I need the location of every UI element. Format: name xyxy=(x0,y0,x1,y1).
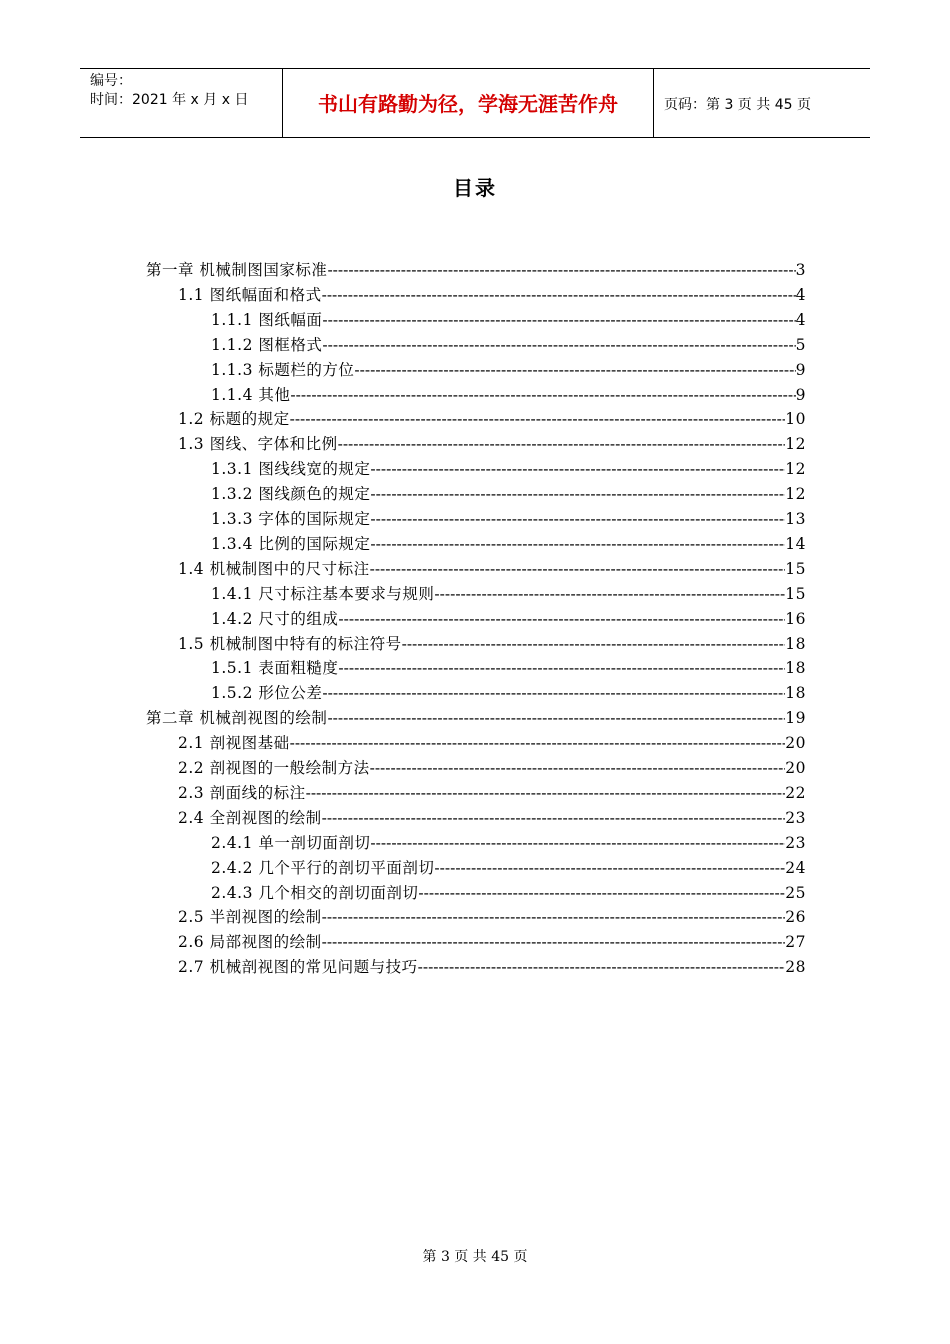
toc-entry-page: 28 xyxy=(785,958,806,977)
toc-leader xyxy=(338,433,786,455)
toc-entry-page: 10 xyxy=(785,410,806,429)
toc-entry[interactable] xyxy=(211,657,806,679)
toc-entry-page: 4 xyxy=(795,310,806,329)
toc-entry[interactable] xyxy=(178,408,806,430)
toc-leader xyxy=(338,608,785,630)
toc-entry-title: 1.3.3 字体的国际规定 xyxy=(211,510,371,528)
toc-leader xyxy=(354,359,795,381)
toc-entry-title: 2.3 剖面线的标注 xyxy=(178,783,306,802)
toc-entry-page: 25 xyxy=(785,883,806,902)
toc-entry[interactable] xyxy=(178,732,806,754)
toc-leader xyxy=(370,483,785,505)
toc-entry[interactable] xyxy=(211,882,806,904)
toc-entry-title: 1.3 图线、字体和比例 xyxy=(178,435,338,454)
toc-entry[interactable] xyxy=(146,259,806,281)
toc-entry[interactable] xyxy=(211,682,806,704)
toc-entry-page: 3 xyxy=(795,261,806,279)
toc-leader xyxy=(327,259,795,281)
toc-entry-title: 1.1.3 标题栏的方位 xyxy=(211,360,355,379)
toc-leader xyxy=(370,533,785,555)
toc-entry[interactable] xyxy=(211,483,806,505)
toc-entry-page: 15 xyxy=(785,559,806,578)
toc-entry-page: 22 xyxy=(785,783,806,802)
toc-entry[interactable] xyxy=(211,309,806,331)
toc-entry[interactable] xyxy=(211,359,806,381)
toc-entry-title: 2.2 剖视图的一般绘制方法 xyxy=(178,759,370,777)
toc-entry-title: 1.2 标题的规定 xyxy=(178,410,290,429)
toc-entry-page: 13 xyxy=(785,510,806,528)
toc-entry-page: 26 xyxy=(785,908,806,927)
toc-leader xyxy=(322,309,795,331)
toc-leader xyxy=(322,682,785,704)
toc-leader xyxy=(322,906,786,928)
toc-entry[interactable] xyxy=(178,558,806,580)
toc-entry[interactable] xyxy=(178,931,806,953)
toc-entry-page: 16 xyxy=(785,609,806,628)
toc-entry[interactable] xyxy=(178,956,806,978)
page-header xyxy=(80,68,870,138)
toc-entry-page: 9 xyxy=(795,385,806,404)
toc-entry[interactable] xyxy=(211,334,806,356)
toc-entry[interactable] xyxy=(211,832,806,854)
toc-leader xyxy=(322,931,786,953)
toc-leader xyxy=(290,408,786,430)
toc-entry-page: 20 xyxy=(785,759,806,777)
toc-entry[interactable] xyxy=(178,807,806,829)
toc-leader xyxy=(418,956,786,978)
toc-entry-page: 20 xyxy=(785,734,806,753)
toc-entry[interactable] xyxy=(178,284,806,306)
toc-entry-title: 2.7 机械剖视图的常见问题与技巧 xyxy=(178,958,418,977)
toc-entry-page: 12 xyxy=(785,460,806,479)
toc-entry-title: 第一章 机械制图国家标准 xyxy=(146,261,328,279)
toc-entry-page: 19 xyxy=(785,709,806,728)
toc-leader xyxy=(370,458,785,480)
toc-entry[interactable] xyxy=(211,608,806,630)
toc-entry-title: 2.5 半剖视图的绘制 xyxy=(178,908,322,927)
toc-entry-title: 2.4.2 几个平行的剖切平面剖切 xyxy=(211,858,435,877)
toc-entry-title: 1.1 图纸幅面和格式 xyxy=(178,285,322,304)
toc-entry-page: 18 xyxy=(785,684,806,703)
toc-entry-page: 18 xyxy=(785,634,806,653)
toc-entry-title: 1.5.1 表面粗糙度 xyxy=(211,659,339,678)
toc-leader xyxy=(370,757,786,779)
toc-leader xyxy=(370,832,785,854)
page-info: 页码：第 3 页 共 45 页 xyxy=(664,97,811,113)
toc-entry-title: 2.4.3 几个相交的剖切面剖切 xyxy=(211,883,419,902)
header-info-cell xyxy=(80,69,283,137)
toc-leader xyxy=(322,334,795,356)
toc-entry-title: 1.3.2 图线颜色的规定 xyxy=(211,485,371,504)
toc-leader xyxy=(338,657,785,679)
toc-leader xyxy=(327,707,785,729)
toc-leader xyxy=(322,807,786,829)
toc-entry-page: 5 xyxy=(795,335,806,354)
toc-entry-page: 24 xyxy=(785,858,806,877)
toc-entry-page: 15 xyxy=(785,584,806,603)
toc-entry-page: 4 xyxy=(795,285,806,304)
toc-entry-title: 2.6 局部视图的绘制 xyxy=(178,933,322,952)
toc-entry-page: 12 xyxy=(785,435,806,454)
toc-entry[interactable] xyxy=(211,458,806,480)
toc-leader xyxy=(290,732,786,754)
toc-leader xyxy=(370,558,786,580)
toc-entry-title: 2.1 剖视图基础 xyxy=(178,734,290,753)
toc-leader xyxy=(434,583,785,605)
toc-leader xyxy=(306,782,786,804)
toc-entry-title: 1.4.2 尺寸的组成 xyxy=(211,609,339,628)
toc-leader xyxy=(418,882,785,904)
toc-entry-title: 1.3.1 图线线宽的规定 xyxy=(211,460,371,479)
toc-entry[interactable] xyxy=(211,857,806,879)
motto-text: 书山有路勤为径，学海无涯苦作舟 xyxy=(318,92,618,116)
toc-leader xyxy=(370,508,785,530)
toc-entry-page: 12 xyxy=(785,485,806,504)
toc-entry[interactable] xyxy=(178,757,806,779)
toc-entry[interactable] xyxy=(211,533,806,555)
toc-entry-page: 18 xyxy=(785,659,806,678)
toc-entry-title: 1.1.2 图框格式 xyxy=(211,335,323,354)
toc-entry-page: 27 xyxy=(785,933,806,952)
toc-leader xyxy=(402,633,786,655)
toc-entry-page: 9 xyxy=(795,360,806,379)
toc-entry-title: 1.4 机械制图中的尺寸标注 xyxy=(178,559,370,578)
toc-entry[interactable] xyxy=(211,508,806,530)
toc-entry-page: 23 xyxy=(785,808,806,827)
header-page-cell xyxy=(654,69,870,137)
toc-entry[interactable] xyxy=(178,633,806,655)
toc-entry-title: 1.5.2 形位公差 xyxy=(211,684,323,703)
toc-entry[interactable] xyxy=(178,906,806,928)
toc-entry-title: 1.1.4 其他 xyxy=(211,385,291,404)
page-title: 目录 xyxy=(453,176,497,200)
toc-entry-title: 2.4.1 单一剖切面剖切 xyxy=(211,833,371,852)
toc-entry-title: 1.3.4 比例的国际规定 xyxy=(211,534,371,553)
toc-entry-title: 第二章 机械剖视图的绘制 xyxy=(146,709,328,728)
toc-entry-title: 2.4 全剖视图的绘制 xyxy=(178,808,322,827)
time-label: 时间：2021 年 x 月 x 日 xyxy=(90,92,249,108)
toc-entry-title: 1.5 机械制图中特有的标注符号 xyxy=(178,634,402,653)
toc-leader xyxy=(434,857,785,879)
toc-entry-title: 1.1.1 图纸幅面 xyxy=(211,310,323,329)
toc-leader xyxy=(290,384,795,406)
toc-entry[interactable] xyxy=(211,583,806,605)
toc-entry-page: 23 xyxy=(785,833,806,852)
toc-entry[interactable] xyxy=(146,707,806,729)
toc-entry-page: 14 xyxy=(785,534,806,553)
toc-entry[interactable] xyxy=(178,433,806,455)
toc-entry-title: 1.4.1 尺寸标注基本要求与规则 xyxy=(211,584,435,603)
page-footer: 第 3 页 共 45 页 xyxy=(422,1249,528,1265)
toc-entry[interactable] xyxy=(211,384,806,406)
number-label: 编号： xyxy=(90,73,132,89)
header-motto-cell xyxy=(283,69,654,137)
toc-leader xyxy=(322,284,796,306)
toc-entry[interactable] xyxy=(178,782,806,804)
